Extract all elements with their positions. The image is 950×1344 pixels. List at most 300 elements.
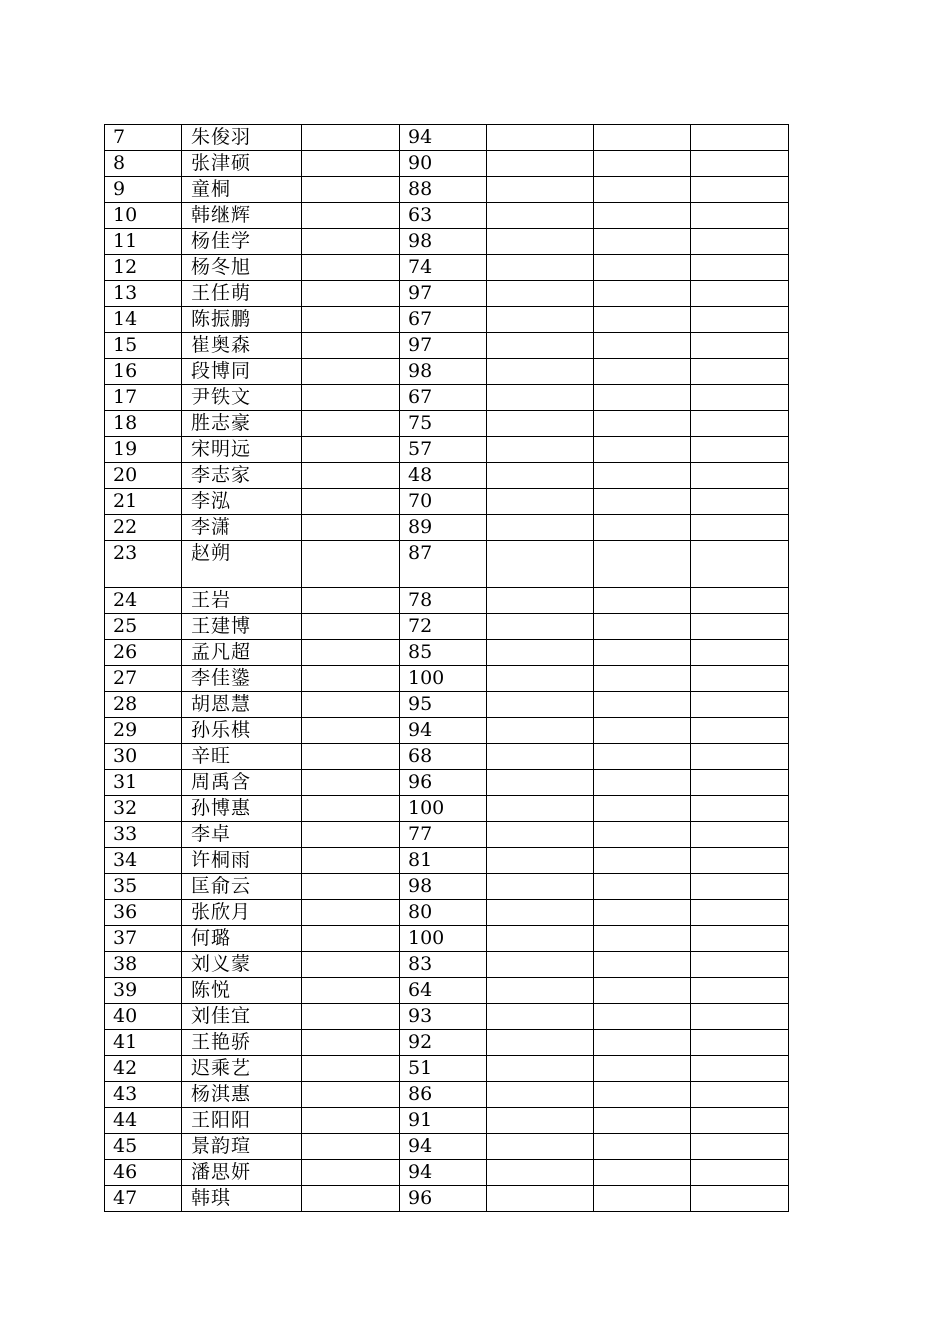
table-row [105, 666, 789, 692]
empty-cell [691, 463, 789, 489]
student-name-cell: 尹铁文 [182, 385, 302, 411]
row-number-cell: 21 [105, 489, 182, 515]
table-row [105, 125, 789, 151]
empty-cell [302, 229, 400, 255]
empty-cell [487, 926, 594, 952]
empty-cell [487, 614, 594, 640]
score-cell: 100 [400, 796, 487, 822]
empty-cell [487, 588, 594, 614]
score-cell: 94 [400, 718, 487, 744]
row-number-cell: 7 [105, 125, 182, 151]
row-number-cell: 42 [105, 1056, 182, 1082]
row-number-cell: 10 [105, 203, 182, 229]
empty-cell [302, 718, 400, 744]
empty-cell [594, 1082, 691, 1108]
row-number-cell: 30 [105, 744, 182, 770]
score-cell: 74 [400, 255, 487, 281]
empty-cell [302, 515, 400, 541]
score-cell: 57 [400, 437, 487, 463]
empty-cell [302, 411, 400, 437]
row-number-cell: 19 [105, 437, 182, 463]
empty-cell [487, 281, 594, 307]
student-name-cell: 胜志豪 [182, 411, 302, 437]
table-row [105, 489, 789, 515]
empty-cell [487, 1056, 594, 1082]
student-name-cell: 李泓 [182, 489, 302, 515]
table-row [105, 437, 789, 463]
empty-cell [691, 541, 789, 588]
empty-cell [691, 640, 789, 666]
student-name-cell: 景韵瑄 [182, 1134, 302, 1160]
score-cell: 85 [400, 640, 487, 666]
score-cell: 98 [400, 874, 487, 900]
table-row [105, 588, 789, 614]
student-name-cell: 宋明远 [182, 437, 302, 463]
empty-cell [302, 614, 400, 640]
empty-cell [594, 1056, 691, 1082]
table-row [105, 744, 789, 770]
table-row [105, 515, 789, 541]
table-row [105, 229, 789, 255]
row-number-cell: 47 [105, 1186, 182, 1212]
score-cell: 77 [400, 822, 487, 848]
row-number-cell: 13 [105, 281, 182, 307]
student-name-cell: 李潇 [182, 515, 302, 541]
row-number-cell: 34 [105, 848, 182, 874]
empty-cell [302, 281, 400, 307]
empty-cell [691, 1082, 789, 1108]
table-row [105, 255, 789, 281]
student-name-cell: 刘佳宜 [182, 1004, 302, 1030]
empty-cell [594, 588, 691, 614]
student-name-cell: 李志家 [182, 463, 302, 489]
table-row [105, 978, 789, 1004]
table-row [105, 1056, 789, 1082]
table-row [105, 411, 789, 437]
score-table-body [105, 125, 789, 1212]
score-cell: 83 [400, 952, 487, 978]
student-name-cell: 何璐 [182, 926, 302, 952]
empty-cell [691, 900, 789, 926]
empty-cell [594, 640, 691, 666]
empty-cell [487, 1160, 594, 1186]
student-name-cell: 李卓 [182, 822, 302, 848]
empty-cell [487, 125, 594, 151]
row-number-cell: 36 [105, 900, 182, 926]
empty-cell [487, 255, 594, 281]
table-row [105, 1030, 789, 1056]
row-number-cell: 25 [105, 614, 182, 640]
score-cell: 93 [400, 1004, 487, 1030]
student-name-cell: 朱俊羽 [182, 125, 302, 151]
score-cell: 87 [400, 541, 487, 588]
score-cell: 98 [400, 359, 487, 385]
empty-cell [594, 848, 691, 874]
row-number-cell: 40 [105, 1004, 182, 1030]
empty-cell [691, 926, 789, 952]
row-number-cell: 11 [105, 229, 182, 255]
table-row [105, 822, 789, 848]
empty-cell [691, 588, 789, 614]
empty-cell [487, 1030, 594, 1056]
empty-cell [487, 1004, 594, 1030]
empty-cell [302, 822, 400, 848]
empty-cell [487, 1134, 594, 1160]
student-name-cell: 匡俞云 [182, 874, 302, 900]
row-number-cell: 33 [105, 822, 182, 848]
empty-cell [594, 822, 691, 848]
row-number-cell: 29 [105, 718, 182, 744]
empty-cell [487, 1186, 594, 1212]
table-row [105, 1186, 789, 1212]
empty-cell [487, 770, 594, 796]
empty-cell [487, 848, 594, 874]
empty-cell [594, 463, 691, 489]
empty-cell [302, 177, 400, 203]
row-number-cell: 27 [105, 666, 182, 692]
empty-cell [691, 333, 789, 359]
row-number-cell: 24 [105, 588, 182, 614]
row-number-cell: 14 [105, 307, 182, 333]
empty-cell [487, 744, 594, 770]
student-name-cell: 王阳阳 [182, 1108, 302, 1134]
score-cell: 68 [400, 744, 487, 770]
score-cell: 100 [400, 666, 487, 692]
row-number-cell: 31 [105, 770, 182, 796]
table-row [105, 1004, 789, 1030]
student-name-cell: 辛旺 [182, 744, 302, 770]
empty-cell [691, 718, 789, 744]
empty-cell [302, 489, 400, 515]
table-row [105, 463, 789, 489]
score-cell: 92 [400, 1030, 487, 1056]
empty-cell [302, 463, 400, 489]
empty-cell [594, 541, 691, 588]
table-row [105, 1160, 789, 1186]
student-name-cell: 胡恩慧 [182, 692, 302, 718]
row-number-cell: 37 [105, 926, 182, 952]
empty-cell [302, 125, 400, 151]
score-cell: 67 [400, 385, 487, 411]
score-cell: 80 [400, 900, 487, 926]
empty-cell [594, 744, 691, 770]
score-cell: 63 [400, 203, 487, 229]
empty-cell [594, 952, 691, 978]
table-row [105, 281, 789, 307]
empty-cell [691, 666, 789, 692]
score-cell: 89 [400, 515, 487, 541]
empty-cell [302, 770, 400, 796]
empty-cell [302, 437, 400, 463]
table-row [105, 177, 789, 203]
student-name-cell: 赵朔 [182, 541, 302, 588]
student-name-cell: 潘思妍 [182, 1160, 302, 1186]
empty-cell [487, 822, 594, 848]
empty-cell [302, 692, 400, 718]
empty-cell [691, 822, 789, 848]
empty-cell [487, 1082, 594, 1108]
score-cell: 96 [400, 770, 487, 796]
empty-cell [594, 203, 691, 229]
empty-cell [594, 1030, 691, 1056]
empty-cell [487, 463, 594, 489]
student-name-cell: 陈悦 [182, 978, 302, 1004]
empty-cell [691, 770, 789, 796]
empty-cell [487, 359, 594, 385]
empty-cell [691, 1134, 789, 1160]
empty-cell [302, 255, 400, 281]
score-cell: 96 [400, 1186, 487, 1212]
empty-cell [302, 359, 400, 385]
score-cell: 51 [400, 1056, 487, 1082]
empty-cell [302, 796, 400, 822]
empty-cell [594, 177, 691, 203]
empty-cell [302, 978, 400, 1004]
empty-cell [594, 770, 691, 796]
empty-cell [487, 437, 594, 463]
table-row [105, 874, 789, 900]
empty-cell [302, 926, 400, 952]
empty-cell [487, 640, 594, 666]
empty-cell [594, 229, 691, 255]
empty-cell [691, 978, 789, 1004]
score-cell: 48 [400, 463, 487, 489]
student-name-cell: 张欣月 [182, 900, 302, 926]
row-number-cell: 9 [105, 177, 182, 203]
row-number-cell: 43 [105, 1082, 182, 1108]
table-row [105, 718, 789, 744]
empty-cell [594, 978, 691, 1004]
row-number-cell: 22 [105, 515, 182, 541]
row-number-cell: 44 [105, 1108, 182, 1134]
empty-cell [594, 515, 691, 541]
empty-cell [594, 926, 691, 952]
empty-cell [691, 796, 789, 822]
row-number-cell: 39 [105, 978, 182, 1004]
empty-cell [691, 151, 789, 177]
empty-cell [487, 229, 594, 255]
empty-cell [302, 541, 400, 588]
empty-cell [302, 333, 400, 359]
empty-cell [691, 359, 789, 385]
score-cell: 91 [400, 1108, 487, 1134]
student-name-cell: 杨佳学 [182, 229, 302, 255]
empty-cell [691, 177, 789, 203]
score-cell: 88 [400, 177, 487, 203]
student-name-cell: 韩琪 [182, 1186, 302, 1212]
empty-cell [487, 692, 594, 718]
row-number-cell: 28 [105, 692, 182, 718]
student-name-cell: 段博同 [182, 359, 302, 385]
empty-cell [691, 411, 789, 437]
score-cell: 67 [400, 307, 487, 333]
row-number-cell: 46 [105, 1160, 182, 1186]
empty-cell [302, 900, 400, 926]
score-cell: 100 [400, 926, 487, 952]
empty-cell [487, 666, 594, 692]
empty-cell [594, 1160, 691, 1186]
empty-cell [691, 1030, 789, 1056]
student-name-cell: 陈振鹏 [182, 307, 302, 333]
empty-cell [302, 874, 400, 900]
empty-cell [487, 151, 594, 177]
empty-cell [487, 1108, 594, 1134]
empty-cell [594, 1134, 691, 1160]
empty-cell [594, 359, 691, 385]
student-name-cell: 王建博 [182, 614, 302, 640]
row-number-cell: 20 [105, 463, 182, 489]
table-row [105, 770, 789, 796]
empty-cell [691, 614, 789, 640]
empty-cell [594, 437, 691, 463]
empty-cell [302, 1186, 400, 1212]
row-number-cell: 18 [105, 411, 182, 437]
empty-cell [691, 692, 789, 718]
row-number-cell: 23 [105, 541, 182, 588]
student-name-cell: 孙博惠 [182, 796, 302, 822]
row-number-cell: 38 [105, 952, 182, 978]
student-name-cell: 许桐雨 [182, 848, 302, 874]
table-row [105, 614, 789, 640]
score-cell: 98 [400, 229, 487, 255]
empty-cell [594, 489, 691, 515]
empty-cell [594, 900, 691, 926]
table-row [105, 203, 789, 229]
empty-cell [302, 1108, 400, 1134]
empty-cell [302, 1030, 400, 1056]
student-name-cell: 王岩 [182, 588, 302, 614]
empty-cell [691, 744, 789, 770]
row-number-cell: 35 [105, 874, 182, 900]
student-name-cell: 崔奥森 [182, 333, 302, 359]
table-row [105, 952, 789, 978]
empty-cell [594, 281, 691, 307]
score-cell: 94 [400, 1134, 487, 1160]
student-name-cell: 孟凡超 [182, 640, 302, 666]
score-cell: 90 [400, 151, 487, 177]
table-row [105, 1108, 789, 1134]
empty-cell [691, 515, 789, 541]
empty-cell [487, 307, 594, 333]
table-row [105, 640, 789, 666]
empty-cell [691, 1004, 789, 1030]
empty-cell [487, 900, 594, 926]
empty-cell [302, 1134, 400, 1160]
empty-cell [594, 411, 691, 437]
student-name-cell: 周禹含 [182, 770, 302, 796]
empty-cell [302, 666, 400, 692]
empty-cell [594, 1108, 691, 1134]
empty-cell [302, 307, 400, 333]
empty-cell [691, 307, 789, 333]
table-row [105, 1134, 789, 1160]
empty-cell [594, 692, 691, 718]
row-number-cell: 41 [105, 1030, 182, 1056]
student-name-cell: 王任萌 [182, 281, 302, 307]
empty-cell [302, 1082, 400, 1108]
empty-cell [594, 151, 691, 177]
score-cell: 94 [400, 1160, 487, 1186]
row-number-cell: 15 [105, 333, 182, 359]
empty-cell [302, 1056, 400, 1082]
empty-cell [691, 848, 789, 874]
empty-cell [487, 177, 594, 203]
empty-cell [594, 718, 691, 744]
empty-cell [487, 203, 594, 229]
empty-cell [691, 1186, 789, 1212]
empty-cell [487, 874, 594, 900]
empty-cell [594, 796, 691, 822]
row-number-cell: 12 [105, 255, 182, 281]
row-number-cell: 26 [105, 640, 182, 666]
student-name-cell: 韩继辉 [182, 203, 302, 229]
table-row [105, 151, 789, 177]
empty-cell [302, 151, 400, 177]
empty-cell [594, 333, 691, 359]
empty-cell [691, 874, 789, 900]
row-number-cell: 45 [105, 1134, 182, 1160]
empty-cell [691, 1056, 789, 1082]
student-name-cell: 童桐 [182, 177, 302, 203]
student-name-cell: 杨冬旭 [182, 255, 302, 281]
empty-cell [487, 978, 594, 1004]
empty-cell [691, 255, 789, 281]
empty-cell [594, 666, 691, 692]
student-name-cell: 李佳鍌 [182, 666, 302, 692]
student-name-cell: 迟乘艺 [182, 1056, 302, 1082]
table-row [105, 541, 789, 588]
row-number-cell: 17 [105, 385, 182, 411]
empty-cell [302, 640, 400, 666]
empty-cell [487, 489, 594, 515]
score-cell: 78 [400, 588, 487, 614]
score-cell: 72 [400, 614, 487, 640]
empty-cell [691, 385, 789, 411]
empty-cell [302, 744, 400, 770]
score-cell: 95 [400, 692, 487, 718]
row-number-cell: 16 [105, 359, 182, 385]
table-row [105, 359, 789, 385]
score-cell: 64 [400, 978, 487, 1004]
table-row [105, 307, 789, 333]
empty-cell [487, 952, 594, 978]
row-number-cell: 32 [105, 796, 182, 822]
empty-cell [487, 411, 594, 437]
student-name-cell: 杨淇惠 [182, 1082, 302, 1108]
empty-cell [691, 1108, 789, 1134]
student-name-cell: 张津硕 [182, 151, 302, 177]
empty-cell [302, 1160, 400, 1186]
table-row [105, 385, 789, 411]
empty-cell [487, 796, 594, 822]
empty-cell [594, 614, 691, 640]
table-row [105, 848, 789, 874]
student-name-cell: 王艳骄 [182, 1030, 302, 1056]
empty-cell [594, 307, 691, 333]
empty-cell [594, 874, 691, 900]
empty-cell [302, 203, 400, 229]
empty-cell [691, 1160, 789, 1186]
empty-cell [691, 203, 789, 229]
score-cell: 97 [400, 281, 487, 307]
empty-cell [302, 385, 400, 411]
row-number-cell: 8 [105, 151, 182, 177]
table-row [105, 692, 789, 718]
table-row [105, 333, 789, 359]
empty-cell [487, 515, 594, 541]
empty-cell [691, 489, 789, 515]
score-cell: 81 [400, 848, 487, 874]
